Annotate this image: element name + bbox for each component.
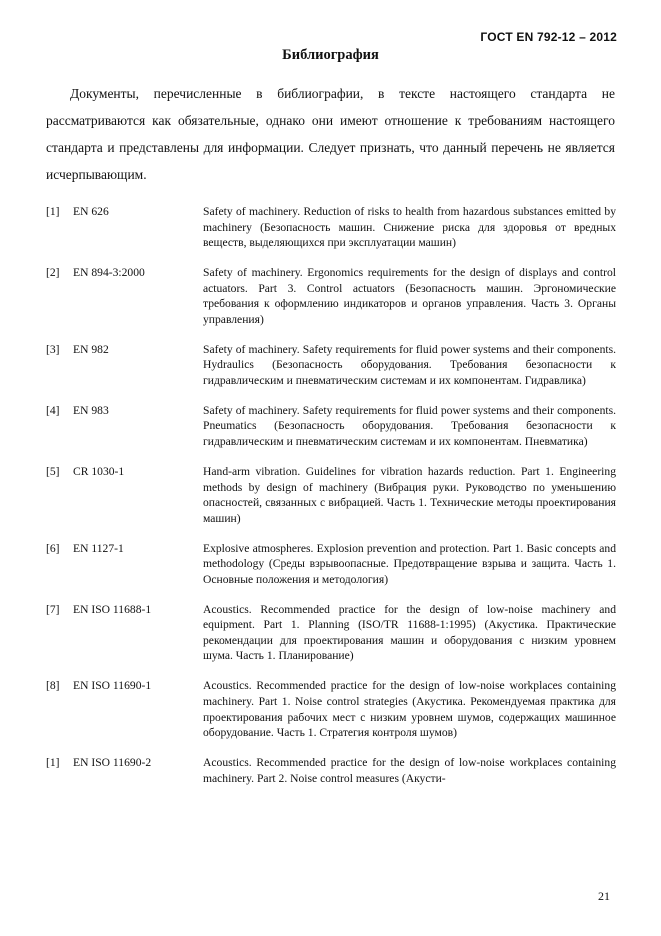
reference-text: Acoustics. Recommended practice for the design of low-noise machinery and equipment. Part 1. Planning (ISO/TR 11688-1:1995) (Акустика. Практические рекомендации для проектирования машин и оборудования с низким уровнем шума. Часть 1. Планирование) bbox=[203, 602, 616, 663]
reference-text: Explosive atmospheres. Explosion prevention and protection. Part 1. Basic concepts and methodology (Среды взрывоопасные. Предотвращение взрыва и защита. Часть 1. Основные положения и методология) bbox=[203, 541, 616, 586]
reference-number: [5] bbox=[46, 464, 60, 478]
reference-item bbox=[46, 403, 616, 450]
reference-code: EN 626 bbox=[73, 205, 109, 218]
reference-code: EN 1127-1 bbox=[73, 541, 124, 555]
reference-code: EN ISO 11690-2 bbox=[73, 756, 152, 769]
reference-text: Acoustics. Recommended practice for the design of low-noise workplaces containing machinery. Part 2. Noise control measures (Акусти- bbox=[203, 756, 616, 785]
reference-item bbox=[46, 602, 616, 664]
reference-item bbox=[46, 755, 616, 786]
reference-item bbox=[46, 541, 616, 588]
reference-code: EN 894-3:2000 bbox=[73, 266, 145, 280]
reference-item bbox=[46, 342, 616, 389]
reference-text: Hand-arm vibration. Guidelines for vibration hazards reduction. Part 1. Engineering methods by design of machinery (Вибрация руки. Руководство по уменьшению опасностей, связанных с вибрацией. Часть 1. Технические методы проектирования машин) bbox=[203, 464, 616, 525]
reference-list bbox=[46, 204, 616, 800]
reference-item bbox=[46, 464, 616, 526]
reference-text: Safety of machinery. Ergonomics requirements for the design of displays and control actuators. Part 3. Control actuators (Безопасность машин. Эргономические требования к оформлению индикаторов и органов управления. Часть 3. Органы управления) bbox=[203, 266, 616, 326]
page-number: 21 bbox=[598, 889, 610, 903]
reference-item bbox=[46, 204, 616, 251]
reference-code: EN 983 bbox=[73, 403, 109, 417]
reference-number: [6] bbox=[46, 541, 60, 555]
reference-text: Safety of machinery. Reduction of risks to health from hazardous substances emitted by machinery (Безопасность машин. Снижение риска для здоровья от вредных веществ, выделяющихся при эксплуатации машин) bbox=[203, 205, 616, 250]
reference-text: Acoustics. Recommended practice for the design of low-noise workplaces containing machinery. Part 1. Noise control strategies (Акустика. Рекомендуемая практика для проектирования рабочих мест с низким уровнем шумов, содержащих машинное оборудование. Часть 1. Стратегия контроля шумов) bbox=[203, 679, 616, 740]
reference-code: EN 982 bbox=[73, 342, 109, 356]
reference-number: [4] bbox=[46, 403, 60, 417]
reference-code: EN ISO 11688-1 bbox=[73, 602, 152, 616]
standard-code: ГОСТ EN 792-12 – 2012 bbox=[480, 30, 617, 44]
page-title: Библиография bbox=[282, 47, 379, 63]
intro-paragraph: Документы, перечисленные в библиографии, в тексте настоящего стандарта не рассматриваются как обязательные, однако они имеют отношение к требованиям настоящего стандарта и представлены для информации. Следует признать, что данный перечень не является исчерпывающим. bbox=[46, 86, 615, 182]
reference-item bbox=[46, 265, 616, 327]
reference-number: [8] bbox=[46, 679, 60, 693]
reference-number: [7] bbox=[46, 602, 60, 616]
reference-item bbox=[46, 678, 616, 740]
reference-code: CR 1030-1 bbox=[73, 464, 125, 478]
reference-number: [1] bbox=[46, 756, 60, 769]
reference-number: [3] bbox=[46, 342, 60, 356]
reference-text: Safety of machinery. Safety requirements for fluid power systems and their components. Pneumatics (Безопасность оборудования. Требования безопасности к гидравлическим и пневматическим системам и их компонентам. Пневматика) bbox=[203, 403, 616, 449]
reference-text: Safety of machinery. Safety requirements for fluid power systems and their components. Hydraulics (Безопасность оборудования. Требования безопасности к гидравлическим и пневматическим системам и их компонентам. Гидравлика) bbox=[203, 342, 616, 387]
reference-code: EN ISO 11690-1 bbox=[73, 679, 152, 693]
reference-number: [2] bbox=[46, 266, 60, 280]
reference-number: [1] bbox=[46, 205, 60, 218]
